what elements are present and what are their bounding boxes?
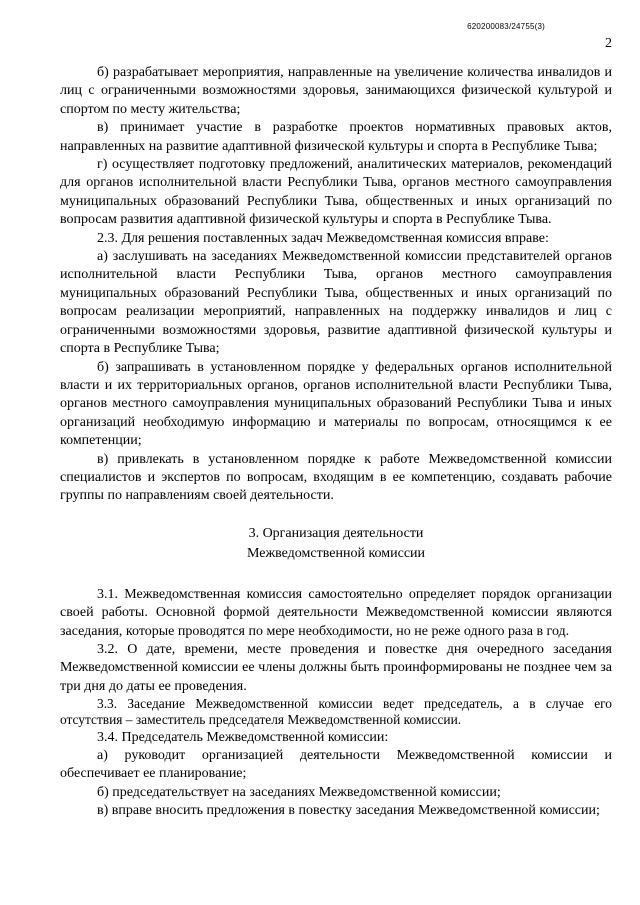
paragraph: г) осуществляет подготовку предложений, аналитических материалов, рекомендаций для органов исполнительной власти Республики Тыва, органов местного самоуправления муниципальных образований Республики Тыва, общественных и иных организаций по вопросам развития адаптивной физической культуры и спорта в Республике Тыва. (60, 157, 612, 228)
paragraph: б) запрашивать в установленном порядке у федеральных органов исполнительной власти и их территориальных органов, органов исполнительной власти Республики Тыва, органов местного самоуправления муниципальных образований Республики Тыва и иных организаций необходимую информацию и материалы по вопросам, относящимся к ее компетенции; (60, 359, 612, 449)
section-heading-line-2: Межведомственной комиссии (246, 545, 426, 561)
paragraph: в) привлекать в установленном порядке к работе Межведомственной комиссии специалистов и экспертов по вопросам, входящим в ее компетенцию, создавать рабочие группы по направлениям своей деятельности. (60, 451, 612, 504)
paragraph: 3.2. О дате, времени, месте проведения и повестке дня очередного заседания Межведомственной комиссии ее члены должны быть проинформированы не позднее чем за три дня до даты ее проведения. (60, 641, 612, 694)
section-heading-line-1: 3. Организация деятельности (248, 525, 424, 541)
paragraph: в) вправе вносить предложения в повестку заседания Межведомственной комиссии; (97, 803, 600, 819)
paragraph: 3.4. Председатель Межведомственной комиссии: (97, 729, 389, 745)
paragraph: 3.1. Межведомственная комиссия самостоятельно определяет порядок организации своей работы. Основной формой деятельности Межведомственной комиссии являются заседания, которые проводятся по мере необходимости, но не реже одного раза в год. (60, 586, 612, 639)
paragraph: а) руководит организацией деятельности Межведомственной комиссии и обеспечивает ее планирование; (60, 748, 612, 782)
document-code: 620200083/24755(3) (467, 22, 545, 31)
paragraph: 2.3. Для решения поставленных задач Межведомственная комиссия вправе: (97, 230, 549, 246)
paragraph: б) разрабатывает мероприятия, направленные на увеличение количества инвалидов и лиц с ограниченными возможностями здоровья, занимающихся физической культурой и спортом по месту жительства; (60, 65, 612, 117)
section-heading (60, 524, 612, 564)
paragraph: а) заслушивать на заседаниях Межведомственной комиссии представителей органов исполнительной власти Республики Тыва, органов местного самоуправления муниципальных образований Республики Тыва, общественных и иных организаций по вопросам реализации мероприятий, направленных на поддержку инвалидов и лиц с ограниченными возможностями здоровья, развитие адаптивной физической культуры и спорта в Республике Тыва; (60, 249, 612, 357)
paragraph: 3.3. Заседание Межведомственной комиссии ведет председатель, а в случае его отсутствия – заместитель председателя Межведомственной комиссии. (60, 696, 612, 728)
paragraph: в) принимает участие в разработке проектов нормативных правовых актов, направленных на развитие адаптивной физической культуры и спорта в Республике Тыва; (60, 120, 612, 154)
paragraph: б) председательствует на заседаниях Межведомственной комиссии; (97, 784, 501, 800)
page-number: 2 (605, 36, 612, 51)
document-body (60, 64, 612, 821)
